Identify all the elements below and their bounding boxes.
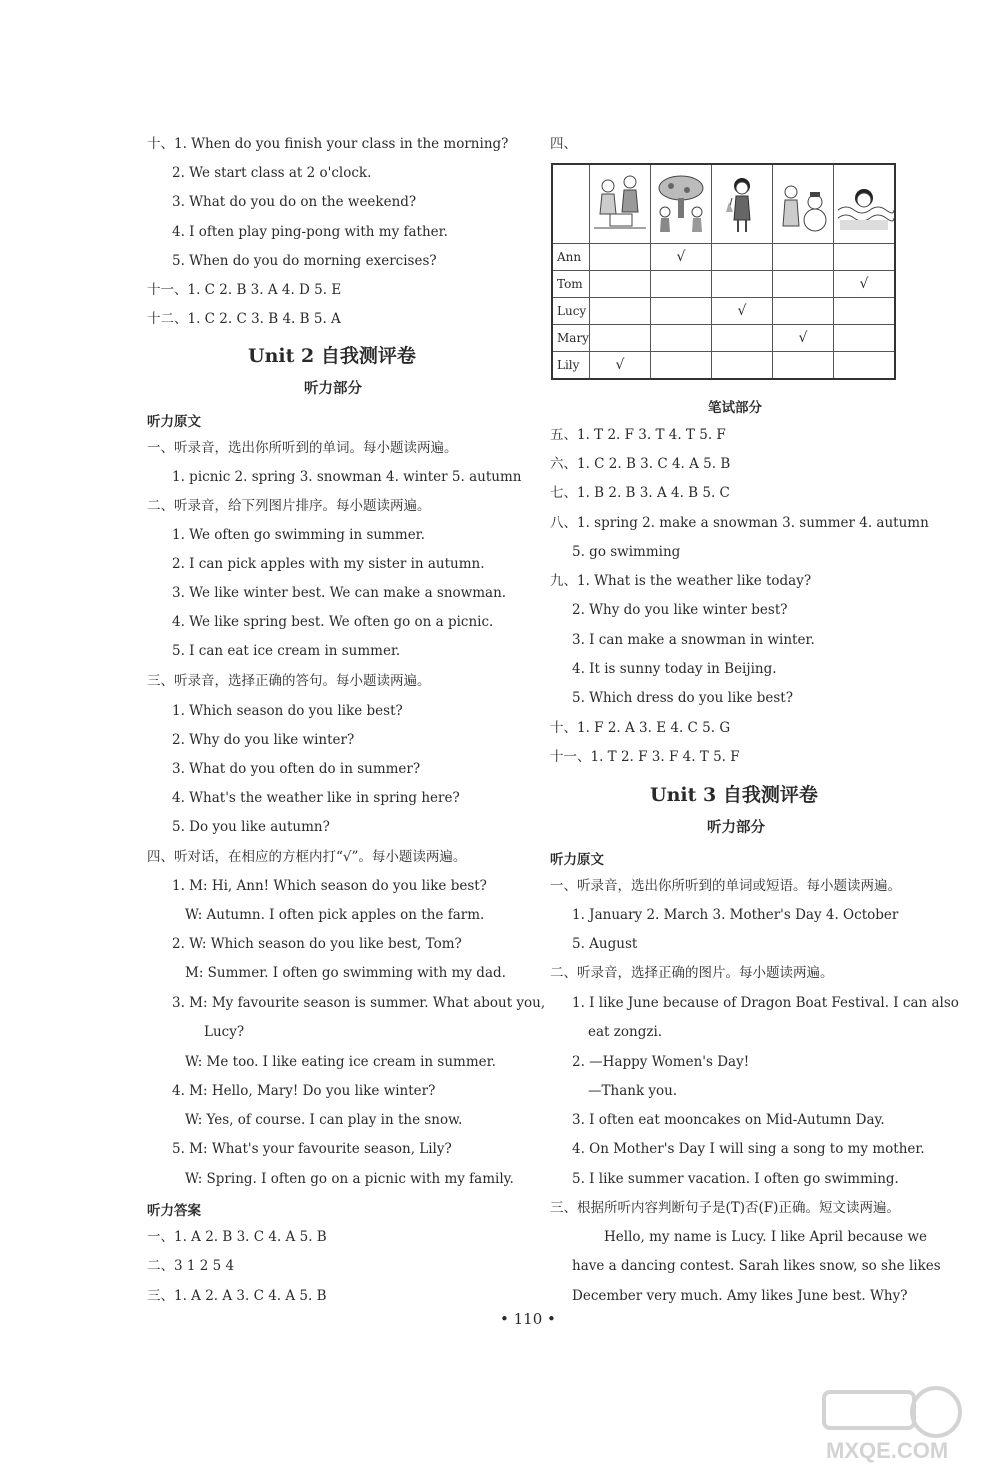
answer-line: 2. Why do you like winter best?	[572, 602, 788, 618]
answer-line: 六、1. C 2. B 3. C 4. A 5. B	[550, 456, 731, 472]
answer-line: 1. We often go swimming in summer.	[172, 527, 425, 543]
answer-line: 3. What do you do on the weekend?	[172, 194, 417, 210]
answer-line: 2. We start class at 2 o'clock.	[172, 165, 372, 181]
listening-part-heading: 听力部分	[304, 380, 362, 397]
check-cell	[711, 352, 772, 380]
answer-line: 5. I can eat ice cream in summer.	[172, 643, 401, 659]
answer-line: M: Summer. I often go swimming with my dad.	[185, 965, 506, 981]
answer-line: 4. I often play ping-pong with my father.	[172, 224, 448, 240]
check-cell	[833, 325, 895, 352]
answer-line: 4. On Mother's Day I will sing a song to my mother.	[572, 1141, 925, 1157]
passage-line: December very much. Amy likes June best. Why?	[572, 1288, 908, 1304]
answer-line: 八、1. spring 2. make a snowman 3. summer 4. autumn	[550, 515, 929, 531]
empty-corner	[552, 164, 589, 244]
passage-line: have a dancing contest. Sarah likes snow, so she likes	[572, 1258, 941, 1274]
answer-line: 4. M: Hello, Mary! Do you like winter?	[172, 1083, 436, 1099]
watermark-logo	[818, 1382, 968, 1464]
unit-2-title: Unit 2 自我测评卷	[248, 345, 416, 367]
check-cell	[833, 244, 895, 271]
check-cell	[650, 298, 711, 325]
answer-line: 十、1. When do you finish your class in the morning?	[147, 136, 509, 152]
check-cell	[711, 325, 772, 352]
answer-line: 2. Why do you like winter?	[172, 732, 355, 748]
answer-line: 十、1. F 2. A 3. E 4. C 5. G	[550, 720, 731, 736]
listening-text-heading: 听力原文	[147, 414, 201, 430]
check-cell	[589, 298, 650, 325]
season-check-table	[551, 163, 896, 380]
check-cell	[711, 244, 772, 271]
answer-line: 五、1. T 2. F 3. T 4. T 5. F	[550, 427, 726, 443]
question-heading: 二、听录音，给下列图片排序。每小题读两遍。	[147, 498, 431, 514]
check-cell	[589, 244, 650, 271]
answer-line: 1. January 2. March 3. Mother's Day 4. October	[572, 907, 899, 923]
check-cell	[650, 325, 711, 352]
answer-line: 5. I like summer vacation. I often go swimming.	[572, 1171, 899, 1187]
check-cell	[589, 325, 650, 352]
row-name: Tom	[552, 271, 589, 298]
answer-line: 二、3 1 2 5 4	[147, 1258, 235, 1274]
answer-line: W: Spring. I often go on a picnic with my family.	[185, 1171, 514, 1187]
answer-line: 5. Which dress do you like best?	[572, 690, 793, 706]
answer-line: 一、1. A 2. B 3. C 4. A 5. B	[147, 1229, 327, 1245]
answer-line: 九、1. What is the weather like today?	[550, 573, 812, 589]
answer-line: 4. It is sunny today in Beijing.	[572, 661, 777, 677]
answer-line: 4. We like spring best. We often go on a picnic.	[172, 614, 494, 630]
snowman-picture	[772, 164, 833, 244]
answer-line: 5. go swimming	[572, 544, 681, 560]
ice-cream-girl-picture	[711, 164, 772, 244]
answer-line: 十一、1. T 2. F 3. F 4. T 5. F	[550, 749, 740, 765]
answer-line: 3. I can make a snowman in winter.	[572, 632, 815, 648]
answer-line: 1. Which season do you like best?	[172, 703, 403, 719]
answer-line: 2. —Happy Women's Day!	[572, 1054, 750, 1070]
table-row	[552, 325, 895, 352]
listening-text-heading: 听力原文	[550, 852, 604, 868]
picnic-picture	[589, 164, 650, 244]
question-heading: 一、听录音，选出你所听到的单词或短语。每小题读两遍。	[550, 878, 901, 894]
table-row	[552, 298, 895, 325]
answer-line: 三、1. A 2. A 3. C 4. A 5. B	[147, 1288, 327, 1304]
check-cell: √	[650, 244, 711, 271]
check-cell	[772, 271, 833, 298]
answer-line: 4. What's the weather like in spring here?	[172, 790, 460, 806]
check-cell	[833, 298, 895, 325]
check-cell	[589, 271, 650, 298]
answer-line: 3. M: My favourite season is summer. What about you,	[172, 995, 546, 1011]
passage-line: Hello, my name is Lucy. I like April because we	[604, 1229, 928, 1245]
answer-line: 十二、1. C 2. C 3. B 4. B 5. A	[147, 311, 341, 327]
row-name: Lucy	[552, 298, 589, 325]
check-cell	[650, 271, 711, 298]
check-cell: √	[833, 271, 895, 298]
answer-line: 3. I often eat mooncakes on Mid-Autumn Day.	[572, 1112, 885, 1128]
question-heading: 三、根据所听内容判断句子是(T)否(F)正确。短文读两遍。	[550, 1200, 900, 1216]
answer-line: 5. August	[572, 936, 638, 952]
answer-line: 2. I can pick apples with my sister in autumn.	[172, 556, 485, 572]
check-cell	[772, 352, 833, 380]
answer-line: W: Autumn. I often pick apples on the farm.	[185, 907, 485, 923]
check-cell: √	[711, 298, 772, 325]
table-row	[552, 271, 895, 298]
question-heading: 三、听录音，选择正确的答句。每小题读两遍。	[147, 673, 431, 689]
check-cell	[772, 298, 833, 325]
watermark-text: MXQE.COM	[826, 1438, 949, 1463]
answer-line: —Thank you.	[588, 1083, 678, 1099]
answer-line: 3. We like winter best. We can make a snowman.	[172, 585, 507, 601]
question-heading: 一、听录音，选出你所听到的单词。每小题读两遍。	[147, 440, 458, 456]
answer-line: 1. M: Hi, Ann! Which season do you like best?	[172, 878, 487, 894]
swimming-picture	[833, 164, 895, 244]
table-row	[552, 352, 895, 380]
row-name: Mary	[552, 325, 589, 352]
check-cell	[711, 271, 772, 298]
table-row	[552, 244, 895, 271]
answer-line: Lucy?	[204, 1024, 245, 1040]
row-name: Ann	[552, 244, 589, 271]
question-number: 四、	[550, 136, 577, 152]
answer-line: 3. What do you often do in summer?	[172, 761, 421, 777]
unit-3-title: Unit 3 自我测评卷	[650, 784, 818, 806]
check-cell: √	[772, 325, 833, 352]
question-heading: 二、听录音，选择正确的图片。每小题读两遍。	[550, 965, 834, 981]
answer-line: 1. I like June because of Dragon Boat Festival. I can also	[572, 995, 959, 1011]
answer-line: 2. W: Which season do you like best, Tom?	[172, 936, 462, 952]
check-cell: √	[589, 352, 650, 380]
check-cell	[833, 352, 895, 380]
answer-line: W: Yes, of course. I can play in the snow.	[185, 1112, 463, 1128]
row-name: Lily	[552, 352, 589, 380]
written-part-heading: 笔试部分	[708, 400, 762, 416]
answer-line: 5. Do you like autumn?	[172, 819, 330, 835]
answer-line: 1. picnic 2. spring 3. snowman 4. winter 5. autumn	[172, 469, 522, 485]
answer-line: 5. M: What's your favourite season, Lily?	[172, 1141, 452, 1157]
check-cell	[772, 244, 833, 271]
answer-line: 十一、1. C 2. B 3. A 4. D 5. E	[147, 282, 342, 298]
answer-line: eat zongzi.	[588, 1024, 663, 1040]
answer-line: 5. When do you do morning exercises?	[172, 253, 437, 269]
answer-line: W: Me too. I like eating ice cream in summer.	[185, 1054, 496, 1070]
question-heading: 四、听对话，在相应的方框内打“√”。每小题读两遍。	[147, 849, 467, 865]
page-number: • 110 •	[500, 1310, 556, 1328]
picture-row	[552, 164, 895, 244]
apple-picking-picture	[650, 164, 711, 244]
listening-answers-heading: 听力答案	[147, 1203, 201, 1219]
check-cell	[650, 352, 711, 380]
listening-part-heading: 听力部分	[707, 819, 765, 836]
answer-line: 七、1. B 2. B 3. A 4. B 5. C	[550, 485, 730, 501]
